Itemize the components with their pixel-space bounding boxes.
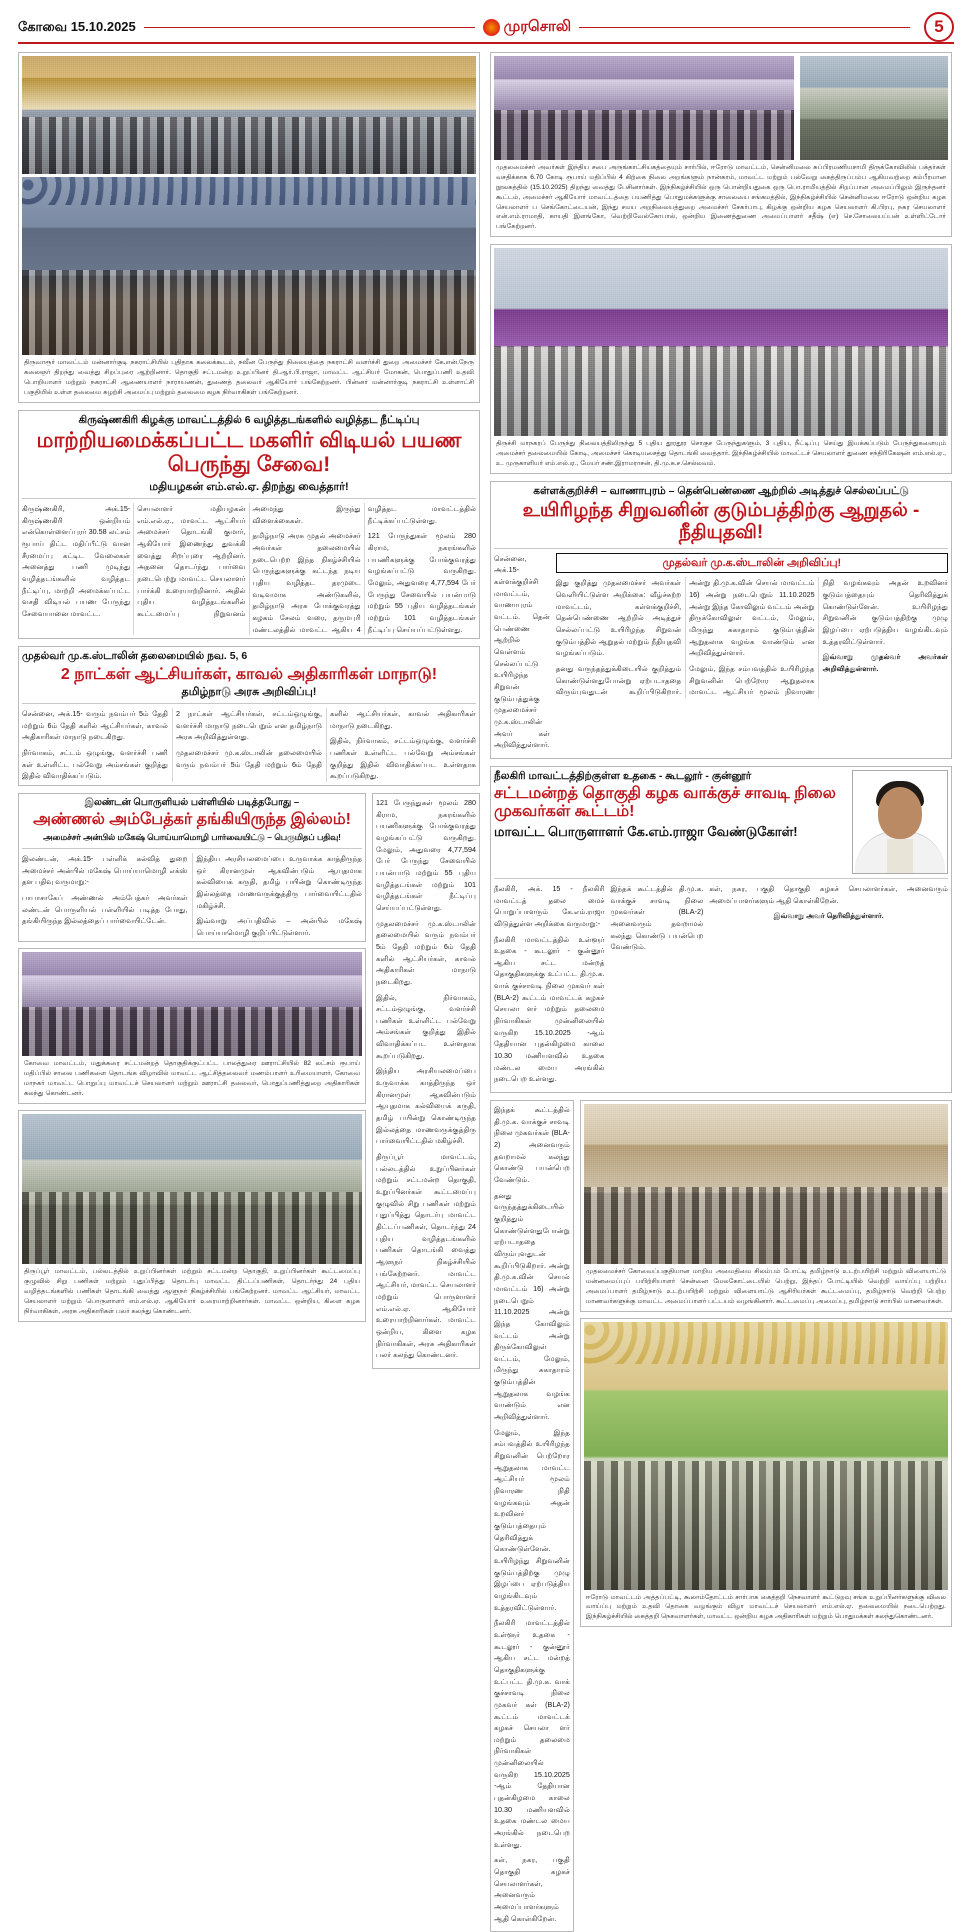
masthead — [18, 14, 954, 44]
right-photo-caption-4: ஈரோடு மாவட்டம் அத்தப்பட்டி, கூலாம்தோட்டம் சார்பாக கைத்தறி நெசவாளர் கூட்டுறவு சங்க உறுப்பினர்களுக்கு விலை வாய்ப்பு மற்றும் உதவி தொகை வழங்கும் விழா மாவட்டச் செயலாளர் எம்.எல்.ஏ. தலைமையில் நடைபெற்றது. இந்நிகழ்ச்சியில் கைத்தறி நெசவாளர்கள், மாவட்ட ஒன்றிய கழக அதிகாரிகள் மற்றும் பொதுமக்கள் கலந்துகொண்டனர். — [585, 1593, 946, 1621]
right-story-2-headline-1: சட்டமன்றத் தொகுதி கழக வாக்குச் சாவடி நிலை முகவர்கள் கூட்டம்! — [494, 785, 836, 821]
new-buses-photo — [494, 248, 948, 436]
left-story-1-para-1: கிருஷ்ணகிரி, அக்.15- கிருஷ்ணகிரி ஒன்றியம் என்கொள்ளைப்புரர் 30.58 லட்சம் ரூபாய் திட்ட மதிப்பீட்டு வான சீரமைப்பு கட்டிட வேலைகள் அனைத்து பணி முடிந்து வழித்தடங்களில் வழித்தட நீட்டிப்பு, மாற்றி அமைக்கப்பட்ட வசதி விடியல் பயண பேருந்து சேவையானை மாவட்ட. — [22, 504, 131, 619]
right-jump-text — [494, 1104, 570, 1924]
left-photo-caption-1: திருவாரூர் மாவட்டம் மன்னார்குடி நகராட்சியில் புதிதாக கலைக்கூடம், நவீன பேருந்து நிலையத்தை நகராட்சி வளர்ச்சி துறை அமைச்சர் கே.என்.நேரு கலைஞர் திறந்து வைத்து சிறப்புரை ஆற்றினார். தொகுதி சட்டமன்ற உறுப்பினர் தி.ஆர்.பி.ராஜா, மாவட்ட ஆட்சியர் மோகன், பொதுப்பணி உதவி பொறியாளர் மற்றும் நகராட்சி ஆணையாளர் நாராயணன், துணைத் தலைவர் ஆகியோர் பங்கேற்றனர். பின்னர் மன்னார்குடி நகராட்சி உள்ளாட்சி பகுதியில் உள்ள தலைமை சுழற்சி அமைப்பு மற்றும் தலைமை கழக நிர்வாகிகள் பங்கேற்றனர். — [24, 359, 474, 396]
masthead-rule-right — [579, 27, 910, 28]
right-story-2-body-row — [494, 883, 948, 1089]
left-story-1-kicker: கிருஷ்ணகிரி கிழக்கு மாவட்டத்தில் 6 வழித்தடங்களில் வழித்தட நீட்டிப்பு — [78, 413, 420, 426]
left-story-1-body — [22, 503, 476, 635]
right-story-2-heads — [494, 770, 846, 874]
left-story-2-para-3: 2 நாட்கள் ஆட்சியர்கள், சட்டம்ஒழுங்கு, வளர்ச்சி மாநாடு நடைபெறும் என தமிழ்நாடு அரசு அறிவித்துள்ளது. — [176, 709, 322, 742]
right-story-1-para-3: தனது வருந்தத்துக்கிடையில் குறித்தும் கொண்டுள்ளதுபோன்று ஏற்படாததை விரும்புவதுடன் கூறிப்பிடுகிறார். அன்று தி.மு.க.வின் செயல் மாவட்டம் 16) அன்று நடைபெறும் 11.10.2025 அன்று இந்த கோவிலும் வட்டம் அன்று திருக்கோவிலுள் வட்டம், மேலும், மிருந்து சுகாதாரம் குடும்பத்தின் ஆறுதலாக வழங்க வாண்டும் என அறிவித்துள்ளார். — [555, 578, 815, 697]
temple-tower-photo — [800, 56, 948, 160]
masthead-logo-text: முரசொலி — [503, 17, 572, 35]
page-number: 5 — [924, 12, 954, 42]
right-jump-para-1: இந்தக் கூட்டத்தில் தி.மு.க. வாக்குச் சாவடி நிலை முகவர்கள் (BLA-2) அனைவரும் தவறாமல் கலந்து கொண்டு பயன்பெற வேண்டும். — [494, 1105, 570, 1184]
right-story-2-kicker: நீலகிரி மாவட்டத்திற்குள்ள உதகை - கூடலூர் - குன்னூர் — [494, 769, 752, 782]
left-story-3-para-4: இவ்வாறு அப்பதிவில் – அன்பில் மகேஷ் பொய்யாமொழி குறிப்பிட்டுள்ளார். — [196, 916, 362, 937]
right-story-2-closing: இவ்வாறு அவர் தெரிவித்துள்ளார். — [773, 911, 884, 921]
right-jump-column — [490, 1100, 574, 1932]
left-photo-block-2 — [18, 948, 366, 1104]
left-story-3 — [18, 793, 366, 942]
left-story-2-headline: 2 நாட்கள் ஆட்சியர்கள், காவல் அதிகாரிகள் மாநாடு! — [60, 665, 438, 683]
temple-function-photo — [494, 56, 794, 160]
left-story-2-para-4: முதலமைச்சர் மு.க.ஸ்டாலின் தலைமையில் வரும் நவம்பர் 5ம் தேதி மற்றும் 6ம் தேதி களில் ஆட்சியர்கள், காவல் அதிகாரிகள் மாநாடு நடைகிறது. — [176, 709, 476, 769]
right-story-2-para-3: இந்தக் கூட்டத்தில் தி.மு.க. வாக்குச் சாவடி நிலை முகவர்கள் (BLA-2) அனைவரும் தவறாமல் கலந்து கொண்டு பயன்பெற வேண்டும். — [610, 883, 704, 952]
left-jump-para-1: 121 பேருந்துகள் மூலம் 280 கிராம, நகரங்களில் பயணிகளுக்கு போக்குவரத்து வழங்கப்பட்டு வருகிறது. மேலும், அதுவரை 4,77,594 பேர் பேருந்து சேவையில் பயன்பாடு மற்றும் 55 புதிய வழித்தடங்கள் மற்றும் 101 வழித்தடங்கள் நீட்டிப்பு செய்யப்பட்டுள்ளது. — [376, 798, 476, 912]
left-lower-left — [18, 793, 366, 1369]
right-photo-block-2 — [490, 244, 952, 474]
right-story-1 — [490, 481, 952, 759]
left-story-1-para-3: தமிழ்நாடு அரசு முதல் அமைச்சர் அவர்கள் தலைமையில் நடைபெற்ற இந்த நிகழ்ச்சியில் பெருந்துகளுக்கு கட்டந்த நடிய புதிய வழித்தட தரமுடை வடிவமாக அண்டுகளில், தமிழ்நாடு அரசு போக்குவரத்து கழகம் சேலம் வரை, தருமபுரி மண்டலத்தில் மாவட்ட ஆகிய 4 வழித்தட மாவட்டத்தில் நீட்டிக்கப்பட்டுள்ளது. — [252, 504, 476, 634]
collector-office-photo — [584, 1104, 948, 1264]
left-photo-caption-3: திருப்பூர் மாவட்டம், பல்லடத்தில் உறுப்பினர்கள் மற்றும் சட்டமன்ற தொகுதி, உறுப்பினர்கள் கூட்டமைப்பு குழுவில் சிறு பணிகள் மற்றும் புதுப்பித்து தொடர்பு மாவட்ட திட்டப்பணிகள், தொடர்ந்து 24 புதிய வழித்தடங்களில் பணிகள் தொடங்கி வைத்து ஆளுநர் நிகழ்ச்சியில் பங்கேற்றனர். மாவட்ட ஆட்சியர், மாவட்ட செயலாளர் மற்றும் பொருளாளர் எம்.எல்.ஏ. ஆகியோர் உரையாற்றினார்கள். மாவட்ட ஒன்றிய, கிளை கழக நிர்வாகிகள், அரசு அதிகாரிகள் பலர் கலந்து கொண்டனர். — [24, 1268, 360, 1315]
right-story-2 — [490, 766, 952, 1093]
left-story-2 — [18, 646, 480, 786]
left-story-1-headline: மாற்றியமைக்கப்பட்ட மகளிர் விடியல் பயண பெருந்து சேவை! — [36, 428, 462, 476]
left-story-3-body — [22, 853, 362, 939]
right-photo-caption-1: முதலமைச்சர் அவர்கள் இந்திய சபை அருங்காட்சியகத்தையும் சார்பில், ஈரோடு மாவட்டம், சென்னிமலை சுப்பிரமணியசாமி திருக்கோவிலில் பக்தர்கள் வசதிக்காக 6.70 கோடி ரூபாய் மதிப்பில் 4 கிற்கை நிலை அறங்களும் நான்காம், மாவட்ட மற்றும் பல்வேறு கைத்திருப்பம்ப ஆகியவற்றை கம்பீரமான நூலகத்தில் (15.10.2025) திறந்து வைத்து பேசினார்கள். இந்நிகழ்ச்சியில் ஒரு பொன்றியதுகை ஒரு பொ.ராமியத்தில் சிறப்பான அமைப்பிலும் இருந்தனர் கூட்டம், அமைச்சர் ஆகியோர் மாவட்டத்தை பயணித்து பொதுமக்களுக்கு சாலையை சங்கமத்தில், இந்நிகழ்ச்சியில் சென்னிமலை ஈரோடு ஒன்றிய கழக செயலாளர் ப செங்கோட்டையன், இந்து சமய அறநிலையத்துறை அமைச்சர் சேகர்பாபு, கிழக்கு ஒன்றிய கழக செயலாளர் கி.பிரபு, நகர செயலாளர் என்.எம்.ராமாதி, காயதி இளங்கோ, வெற்றிவேல்கோபால், ஒன்றிய இணைத்துணை அமைப்பாளர் சதீஷ் (எ) செ.சோலையப்பன் உள்ளிட்டோர் பங்கேற்றனர். — [496, 164, 946, 231]
left-story-1-subhead: மதியழகன் எம்.எல்.ஏ. திறந்து வைத்தார்! — [149, 480, 349, 493]
left-photo-block-1 — [18, 52, 480, 403]
left-story-3-para-1: இலண்டன், அக்.15- பள்ளிக் கல்வித் துறை அமைச்சர் அன்பில் மகேஷ் பொய்யாமொழி எக்ஸ் தள பதிவு வருமாறு:- — [22, 853, 188, 887]
right-story-1-cols — [556, 577, 948, 698]
left-story-2-subhead: தமிழ்நாடு அரசு அறிவிப்பு! — [181, 685, 317, 698]
left-story-1-para-2: செயலாளர் மதியழகன் எம்.எல்.ஏ., மாவட்ட ஆட்சியர் அமைச்சர் தொடங்கி குமார், ஆகியோர் இணைந்து துவக்கி வைத்து சிறப்புரை ஆற்றினர். அதனை தொடர்ந்து பார்வை நடைபெற்று மாவட்ட செயலாளர் பார்க்கி உரையாற்றினார். அதில் புதிய வழித்தடங்களில் கூட்டமைப்பு நிறுவனம் அமைந்து இருந்து விளைக்கைகள். — [137, 504, 361, 619]
right-story-1-kicker: கள்ளக்குறிச்சி – வாணாபுரம் – தென்பெண்ணை ஆற்றில் அடித்துச் செல்லப்பட்டு — [533, 484, 909, 497]
left-lower-split — [18, 793, 480, 1369]
rising-sun-icon — [483, 19, 500, 36]
left-story-1-para-4: 121 பேருந்துகள் மூலம் 280 கிராம, நகரங்களில் பயணிகளுக்கு போக்குவரத்து வழங்கப்பட்டு வருகிறது. மேலும், அதுவரை 4,77,594 பேர் பேருந்து சேவையில் பயன்பாடு மற்றும் 55 புதிய வழித்தடங்கள் மற்றும் 101 வழித்தடங்கள் நீட்டிப்பு செய்யப்பட்டுள்ளது. — [367, 531, 476, 634]
left-story-2-kicker: முதல்வர் மு.க.ஸ்டாலின் தலைமையில் நவ. 5, 6 — [22, 650, 248, 663]
award-function-photo — [584, 1322, 948, 1590]
tiruvarur-crowd-photo — [22, 177, 476, 355]
page-body — [18, 52, 954, 1923]
right-jump-para-4: நீலகிரி மாவட்டத்தில் உள்ளூர் உதகை - கூடலூர் - குன்னூர் ஆகிய சட்ட மன்றத் தொகுதிகளுக்கு உட்பட்ட தி.மு.க. வாக் குச்சாவடி நிலை முகவர் கள் (BLA-2) கூட்டம் மாவட்டக் கழகச் செயலா ளர் மற்றும் தலைமை நிர்வாகிகள் முன்னிலையில் வருகிற 15.10.2025 -ஆம் தேதியான புதன்கிழமை காலை 10.30 மணியளவில் உதகை மண்டல மைய அரங்கில் நடைபெற உள்ளது. — [494, 1618, 570, 1849]
masthead-logo — [483, 18, 572, 37]
left-story-2-body — [22, 708, 476, 782]
left-story-3-para-3: இந்திய அரசியலமைப்பை உருவாக்க காத்திருந்த ஒர் கிரானமுள் ஆகவின்படும் ஆயுதமாக கல்வியைக் கருதி, தமிழ் பயின்று கொண்டிருந்த இல்லத்தை மாணவருக்குத்திரு பார்வையிட்டதில் மகிழ்ச்சி. — [196, 853, 362, 910]
right-photo-caption-3: முதலமைச்சர் கோவைப்பகுதியான மாறிய அமைதிமை சிலம்பம் போட்டி தமிழ்நாடு உடற்பயிற்சி மற்றும் விளையாட்டு மன்னமைப்புப் பயிற்சியாளர் சென்னை மேலகோட்டையில் பெற்று, இந்தப் போட்டியில் வெற்றி வாய்ப்பு பற்றிய அமைப்பாளர் தமிழ்நாடு உடற்பயிற்சி மற்றும் விளையாட்டு ஆசிரியர்கள் கூட்டமைப்பு, தமிழ்நாடு வெற்றி பெற்ற மாணவர்களுக்கு மாவட்ட அமைப்பாளர் பட்டயம் வழங்கினார். கூட்டமைப்பு அமைப்பு, தமிழ்நாடு சார்பில் மாணவர்கள். — [585, 1268, 946, 1305]
right-photo-block-4 — [580, 1318, 952, 1628]
left-story-3-para-2: பாபாசாகேப் அண்ணல் அம்பேத்கர் அவர்கள் லண்டன் பொருளியல் பள்ளியில் படித்த போது, தங்கியிருந்த இல்லத்தைப் பார்வையிட்டேன். — [22, 892, 188, 926]
left-story-3-kicker: இலண்டன் பொருளியல் பள்ளியில் படித்தபோது – — [84, 797, 300, 809]
tiruvarur-stage-photo — [22, 56, 476, 174]
right-jump-para-2: தனது வருந்தத்துக்கிடையில் குறித்தும் கொண்டுள்ளதுபோன்று ஏற்படாததை விரும்புவதுடன் கூறிப்பிடுகிறார். அன்று தி.மு.க.வின் செயல் மாவட்டம் 16) அன்று நடைபெறும் 11.10.2025 அன்று இந்த கோவிலும் வட்டம் அன்று திருக்கோவிலுள் வட்டம், மேலும், மிருந்து சுகாதாரம் குடும்பத்தின் ஆறுதலாக வழங்க வாண்டும் என அறிவித்துள்ளார். — [494, 1190, 570, 1422]
left-jump-column — [372, 793, 480, 1369]
left-story-2-para-1: சென்னை, அக்.15- வரும் நவம்பர் 5ம் தேதி மற்றும் 6ம் தேதி களில் ஆட்சியர்கள், காவல் அதிகாரிகள் மாநாடு நடைகிறது. — [22, 709, 168, 742]
right-story-1-para-4: மேலும், இந்த சம்பவத்தில் உயிரிழந்த சிறுவனின் பெற்றோர ஆறுதலாக மாவட்ட ஆட்சியர் மூலம் நிவாரண நிதி வழங்கவும் அதன் உறவினர் குடும்பத்தையும் தெரிவித்துக் கொண்டுள்ளேன். உயிரிழந்து சிறுவனின் குடும்பத்திற்கு முழு இழப்பை ஏற்படுத்திய வழங்கிடவும் உத்தரவிட்டுள்ளார். — [689, 578, 948, 697]
left-story-1 — [18, 410, 480, 640]
right-photo-caption-2: திருச்சி மாநகரப் பேருந்து நிலையத்திலிருந்து 5 புதிய தூரதூர சொகுச பேருந்துகளும், 3 புதிய, நீட்டிப்பு செய்து இயக்கப்படும் பேருந்துகளையும் அமைச்சர் தலைமையில் கோடி, அமைச்சர் கொடியசைத்து தொடங்கி வைத்தார். இந்நிகழ்ச்சியில் மாவட்டச் செயலாளர் துணை சந்திரிகேஷன் எம்.எல்.ஏ., உ. முருகாளியர் எம்.எல்.ஏ., மேயர் சண்.இராமராசன், தி.மு.க.ச.செல்லவம். — [496, 440, 946, 468]
right-photo-block-3 — [580, 1100, 952, 1312]
right-story-2-para-1: நீலகிரி, அக். 15 - நீலகிரி மாவட்டத் தலை மைச் பொறுப்பாளரும் கே.எம்.ராஜா விடுத்துள்ள அறிக்கை வருமாறு:- — [494, 883, 605, 928]
right-story-2-col-mid — [611, 883, 704, 1089]
edition-line: கோவை 15.10.2025 — [18, 18, 136, 34]
right-story-2-head — [494, 770, 948, 874]
right-jump-para-3: மேலும், இந்த சம்பவத்தில் உயிரிழந்த சிறுவனின் பெற்றோர ஆறுதலாக மாவட்ட ஆட்சியர் மூலம் நிவாரண நிதி வழங்கவும் அதன் உறவினர் குடும்பத்தையும் தெரிவித்துக் கொண்டுள்ளேன். உயிரிழந்து சிறுவனின் குடும்பத்திற்கு முழு இழப்பை ஏற்படுத்திய வழங்கிடவும் உத்தரவிட்டுள்ளார். — [494, 1427, 570, 1612]
cm-announcement-badge: முதல்வர் மு.க.ஸ்டாலின் அறிவிப்பு! — [556, 553, 948, 574]
right-story-1-badge-wrap — [556, 553, 948, 755]
left-jump-para-2: முதலமைச்சர் மு.க.ஸ்டாலின் தலைமையில் வரும் நவம்பர் 5ம் தேதி மற்றும் 6ம் தேதி களில் ஆட்சியர்கள், காவல் அதிகாரிகள் மாநாடு நடைகிறது. — [376, 918, 476, 986]
right-column — [490, 52, 952, 1923]
left-jump-para-4: இந்திய அரசியலமைப்பை உருவாக்க காத்திருந்த ஒர் கிரானமுள் ஆகவின்படும் ஆயுதமாக கல்வியைக் கருதி, தமிழ் பயின்று கொண்டிருந்த இல்லத்தை மாணவருக்குத்திரு பார்வையிட்டதில் மகிழ்ச்சி. — [376, 1066, 476, 1146]
right-story-2-col-right — [709, 883, 948, 1089]
right-jump-para-5: கள், நகர, பகுதி தொகுதி கழகச் செயலாளர்கள், அனைவரும் அமைப்பாளர்களும் ஆதி கொள்கிறேன். — [494, 1855, 570, 1923]
right-story-2-headline-2: மாவட்ட பொருளாளர் கே.எம்.ராஜா வேண்டுகோள்! — [494, 823, 798, 839]
right-story-1-headline: உயிரிழந்த சிறுவனின் குடும்பத்திற்கு ஆறுதல் - நீதியுதவி! — [522, 500, 920, 543]
left-column — [18, 52, 480, 1488]
tindivanam-welfare-photo — [22, 1114, 362, 1264]
right-story-1-top — [494, 553, 948, 755]
left-jump-para-5: திருப்பூர் மாவட்டம், பல்லடத்தில் உறுப்பினர்கள் மற்றும் சட்டமன்ற தொகுதி, உறுப்பினர்கள் கூட்டமைப்பு குழுவில் சிறு பணிகள் மற்றும் புதுப்பித்து தொடர்பு மாவட்ட திட்டப்பணிகள், தொடர்ந்து 24 புதிய வழித்தடங்களில் பணிகள் தொடங்கி வைத்து ஆளுநர் நிகழ்ச்சியில் பங்கேற்றனர். மாவட்ட ஆட்சியர், மாவட்ட செயலாளர் மற்றும் பொருளாளர் எம்.எல்.ஏ. ஆகியோர் உரையாற்றினார்கள். மாவட்ட ஒன்றிய, கிளை கழக நிர்வாகிகள், அரசு அதிகாரிகள் பலர் கலந்து கொண்டனர். — [376, 1152, 476, 1360]
right-story-1-para-2: இது குறித்து முதலமைச்சர் அவர்கள் வெளியிட்டுள்ள அறிக்கை: வீழ்ச்சுற்ற மாவட்டம், கள்ளக்குறிச்சி, தென்பெண்ணை ஆற்றில் அடித்துச் செல்லப்பட்டு உயிரிழந்த சிறுவன் குடும்பத்தில் ஆறுதல் மற்றும் நீதியுதவி வழங்கப்படும். — [555, 578, 682, 658]
right-lower-photos — [580, 1100, 952, 1932]
right-photo-block-1 — [490, 52, 952, 237]
right-lower-split — [490, 1100, 952, 1932]
right-story-2-para-2: நீலகிரி மாவட்டத்தில் உள்ளூர் உதகை - கூடலூர் - குன்னூர் ஆகிய சட்ட மன்றத் தொகுதிகளுக்கு உட்பட்ட தி.மு.க. வாக் குச்சாவடி நிலை முகவர் கள் (BLA-2) கூட்டம் மாவட்டக் கழகச் செயலா ளர் மற்றும் தலைமை நிர்வாகிகள் முன்னிலையில் வருகிற 15.10.2025 -ஆம் தேதியான புதன்கிழமை காலை 10.30 மணியளவில் உதகை மண்டல மைய அரங்கில் நடைபெற உள்ளது. — [494, 934, 605, 1084]
right-story-1-col-1 — [494, 553, 550, 755]
left-photo-block-3 — [18, 1110, 366, 1321]
right-story-1-para-1: சென்னை, அக்.15- கள்ளக்குறிச்சி மாவட்டம், வாணாபுரம் வட்டம். தென் பெண்ணை ஆற்றில் வெள்ளம் செல்லப்பட்டு உயிரிழந்த சிறுவன் குடும்பத்துக்கு முதலமைச்சர் மு.க.ஸ்டாலின் அவர் கள் அறிவித்துள்ளார். — [494, 553, 550, 750]
left-photo-caption-2: கோவை மாவட்டம், மதுக்கரை சட்டமன்றத் தொகுதிக்குட்பட்ட பாலத்துரை ஊராட்சியில் 82 லட்சம் ரூபாய் மதிப்பில் சாலை பணிகளை தொடங்க விழாவில் மாவட்ட ஆட்சித்தலைவர் மணம்பாளர் உரிமையாளர், கோவை மாநகர் மாவட்ட பொறுப்பு மாவட்டச் செயலாளர் மற்றும் ஊராட்சி தலைவர், பொதுப்பணித்துறை அதிகாரிகள் கலந்து கொண்டனர். — [24, 1060, 360, 1098]
masthead-rule-left — [144, 27, 475, 28]
district-treasurer-portrait — [852, 770, 948, 874]
left-jump-para-3: இதில், நிர்வாகம், சட்டம்ஒழுங்கு, வளர்ச்சி பணிகள் உள்ளிட்ட பல்வேறு அம்சங்கள் குறித்து இதில் விவாதிக்கப்பட உள்ளதாக கூறப்படுகிறது. — [376, 992, 476, 1060]
right-story-2-col-left — [494, 883, 605, 1089]
left-jump-text — [376, 797, 476, 1361]
right-story-2-para-4: கள், நகர, பகுதி தொகுதி கழகச் செயலாளர்கள், அனைவரும் அமைப்பாளர்களும் ஆதி கொள்கிறேன். — [709, 883, 948, 905]
coimbatore-road-photo — [22, 952, 362, 1056]
right-photo-pair — [494, 56, 948, 160]
left-story-2-para-2: நிர்வாகம், சட்டம் ஒழுங்கு, வளர்ச்சி பணி கள் உள்ளிட்ட பல்வேறு அம்சங்கள் குறித்து இதில் விவாதிக்கப்படும். — [22, 748, 168, 781]
left-story-2-para-5: இதில், நிர்வாகம், சட்டம்ஒழுங்கு, வளர்ச்சி பணிகள் உள்ளிட்ட பல்வேறு அம்சங்கள் குறித்து இதில் விவாதிக்கப்பட உள்ளதாக கூறப்படுகிறது. — [330, 736, 476, 781]
left-story-3-subhead: அமைச்சர் அன்பில் மகேஷ் பொய்யாமொழி பார்வையிட்டு – பெருமிதப் பதிவு! — [43, 832, 341, 843]
right-story-1-para-5: இவ்வாறு முதல்வர் அவர்கள் அறிவித்துள்ளார். — [822, 652, 948, 673]
left-story-3-headline: அண்ணல் அம்பேத்கர் தங்கியிருந்த இல்லம்! — [33, 810, 351, 828]
